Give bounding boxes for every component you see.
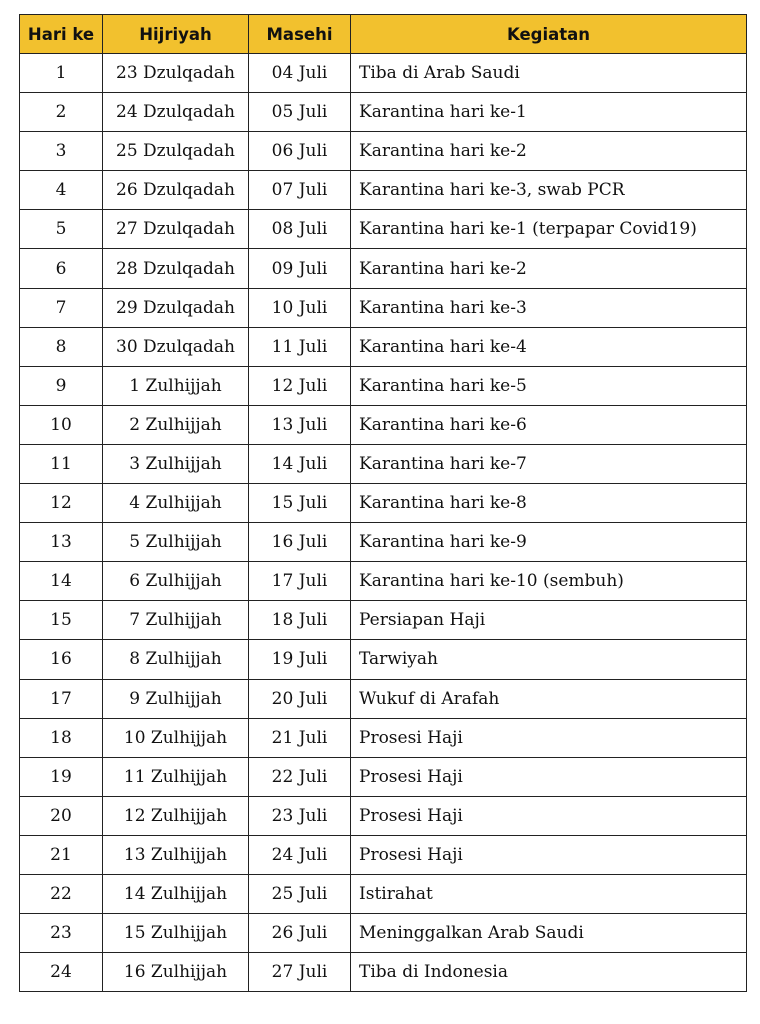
table-row [20, 523, 747, 562]
cell-masehi: 25 Juli [249, 874, 351, 913]
table-header [20, 15, 747, 54]
cell-hari-ke: 16 [20, 640, 103, 679]
table-row [20, 405, 747, 444]
cell-hari-ke: 22 [20, 874, 103, 913]
cell-hari-ke: 4 [20, 171, 103, 210]
cell-hijriyah: 7 Zulhijjah [103, 601, 249, 640]
cell-kegiatan: Karantina hari ke-9 [351, 523, 747, 562]
cell-masehi: 05 Juli [249, 93, 351, 132]
cell-hari-ke: 10 [20, 405, 103, 444]
cell-hijriyah: 3 Zulhijjah [103, 444, 249, 483]
cell-masehi: 07 Juli [249, 171, 351, 210]
hajj-schedule-table [19, 14, 747, 992]
table-row [20, 796, 747, 835]
table-row [20, 249, 747, 288]
cell-hijriyah: 9 Zulhijjah [103, 679, 249, 718]
cell-hari-ke: 17 [20, 679, 103, 718]
cell-kegiatan: Karantina hari ke-10 (sembuh) [351, 562, 747, 601]
cell-hari-ke: 1 [20, 54, 103, 93]
cell-hari-ke: 24 [20, 953, 103, 992]
cell-hari-ke: 18 [20, 718, 103, 757]
table-row [20, 210, 747, 249]
cell-masehi: 26 Juli [249, 914, 351, 953]
cell-masehi: 18 Juli [249, 601, 351, 640]
table-row [20, 93, 747, 132]
header-masehi: Masehi [249, 15, 351, 54]
cell-hari-ke: 6 [20, 249, 103, 288]
cell-masehi: 06 Juli [249, 132, 351, 171]
cell-hari-ke: 15 [20, 601, 103, 640]
table-row [20, 366, 747, 405]
cell-hijriyah: 15 Zulhijjah [103, 914, 249, 953]
table-row [20, 444, 747, 483]
cell-masehi: 11 Juli [249, 327, 351, 366]
header-hijriyah: Hijriyah [103, 15, 249, 54]
cell-hijriyah: 26 Dzulqadah [103, 171, 249, 210]
cell-hari-ke: 2 [20, 93, 103, 132]
cell-hari-ke: 20 [20, 796, 103, 835]
cell-hari-ke: 5 [20, 210, 103, 249]
cell-masehi: 09 Juli [249, 249, 351, 288]
header-hari-ke: Hari ke [20, 15, 103, 54]
cell-masehi: 22 Juli [249, 757, 351, 796]
cell-hijriyah: 12 Zulhijjah [103, 796, 249, 835]
table-row [20, 562, 747, 601]
cell-kegiatan: Karantina hari ke-2 [351, 132, 747, 171]
cell-kegiatan: Prosesi Haji [351, 718, 747, 757]
cell-masehi: 10 Juli [249, 288, 351, 327]
cell-masehi: 17 Juli [249, 562, 351, 601]
cell-kegiatan: Prosesi Haji [351, 835, 747, 874]
table-row [20, 288, 747, 327]
table-row [20, 953, 747, 992]
cell-masehi: 19 Juli [249, 640, 351, 679]
cell-hari-ke: 8 [20, 327, 103, 366]
cell-masehi: 14 Juli [249, 444, 351, 483]
table-row [20, 171, 747, 210]
cell-hijriyah: 14 Zulhijjah [103, 874, 249, 913]
header-row [20, 15, 747, 54]
cell-masehi: 21 Juli [249, 718, 351, 757]
cell-masehi: 15 Juli [249, 484, 351, 523]
cell-kegiatan: Karantina hari ke-1 [351, 93, 747, 132]
table-row [20, 679, 747, 718]
cell-hijriyah: 30 Dzulqadah [103, 327, 249, 366]
cell-masehi: 27 Juli [249, 953, 351, 992]
cell-kegiatan: Istirahat [351, 874, 747, 913]
cell-hari-ke: 9 [20, 366, 103, 405]
cell-hari-ke: 13 [20, 523, 103, 562]
cell-hari-ke: 7 [20, 288, 103, 327]
cell-masehi: 08 Juli [249, 210, 351, 249]
table-row [20, 914, 747, 953]
table-row [20, 327, 747, 366]
cell-kegiatan: Karantina hari ke-2 [351, 249, 747, 288]
cell-hari-ke: 11 [20, 444, 103, 483]
cell-kegiatan: Karantina hari ke-3, swab PCR [351, 171, 747, 210]
cell-hijriyah: 24 Dzulqadah [103, 93, 249, 132]
cell-masehi: 13 Juli [249, 405, 351, 444]
table-row [20, 601, 747, 640]
cell-kegiatan: Karantina hari ke-4 [351, 327, 747, 366]
cell-masehi: 12 Juli [249, 366, 351, 405]
cell-hijriyah: 11 Zulhijjah [103, 757, 249, 796]
table-row [20, 874, 747, 913]
cell-masehi: 04 Juli [249, 54, 351, 93]
cell-hijriyah: 5 Zulhijjah [103, 523, 249, 562]
cell-hari-ke: 3 [20, 132, 103, 171]
table-body [20, 54, 747, 992]
cell-hari-ke: 21 [20, 835, 103, 874]
cell-kegiatan: Tiba di Indonesia [351, 953, 747, 992]
cell-hijriyah: 16 Zulhijjah [103, 953, 249, 992]
cell-hijriyah: 23 Dzulqadah [103, 54, 249, 93]
cell-kegiatan: Karantina hari ke-5 [351, 366, 747, 405]
cell-kegiatan: Wukuf di Arafah [351, 679, 747, 718]
table-row [20, 640, 747, 679]
table-row [20, 54, 747, 93]
header-kegiatan: Kegiatan [351, 15, 747, 54]
cell-masehi: 24 Juli [249, 835, 351, 874]
cell-hijriyah: 4 Zulhijjah [103, 484, 249, 523]
cell-masehi: 20 Juli [249, 679, 351, 718]
cell-hari-ke: 12 [20, 484, 103, 523]
cell-hijriyah: 28 Dzulqadah [103, 249, 249, 288]
table-row [20, 757, 747, 796]
cell-kegiatan: Tarwiyah [351, 640, 747, 679]
table-row [20, 132, 747, 171]
cell-hari-ke: 19 [20, 757, 103, 796]
cell-hijriyah: 13 Zulhijjah [103, 835, 249, 874]
cell-hari-ke: 23 [20, 914, 103, 953]
cell-kegiatan: Prosesi Haji [351, 796, 747, 835]
cell-hijriyah: 1 Zulhijjah [103, 366, 249, 405]
cell-kegiatan: Karantina hari ke-8 [351, 484, 747, 523]
cell-kegiatan: Karantina hari ke-1 (terpapar Covid19) [351, 210, 747, 249]
cell-kegiatan: Karantina hari ke-6 [351, 405, 747, 444]
table-row [20, 835, 747, 874]
table-row [20, 718, 747, 757]
cell-kegiatan: Persiapan Haji [351, 601, 747, 640]
cell-hijriyah: 8 Zulhijjah [103, 640, 249, 679]
cell-hijriyah: 27 Dzulqadah [103, 210, 249, 249]
cell-kegiatan: Prosesi Haji [351, 757, 747, 796]
cell-masehi: 23 Juli [249, 796, 351, 835]
cell-kegiatan: Meninggalkan Arab Saudi [351, 914, 747, 953]
table-row [20, 484, 747, 523]
cell-hijriyah: 10 Zulhijjah [103, 718, 249, 757]
cell-hari-ke: 14 [20, 562, 103, 601]
cell-kegiatan: Tiba di Arab Saudi [351, 54, 747, 93]
cell-hijriyah: 25 Dzulqadah [103, 132, 249, 171]
cell-kegiatan: Karantina hari ke-3 [351, 288, 747, 327]
cell-hijriyah: 6 Zulhijjah [103, 562, 249, 601]
cell-masehi: 16 Juli [249, 523, 351, 562]
cell-hijriyah: 2 Zulhijjah [103, 405, 249, 444]
cell-kegiatan: Karantina hari ke-7 [351, 444, 747, 483]
cell-hijriyah: 29 Dzulqadah [103, 288, 249, 327]
